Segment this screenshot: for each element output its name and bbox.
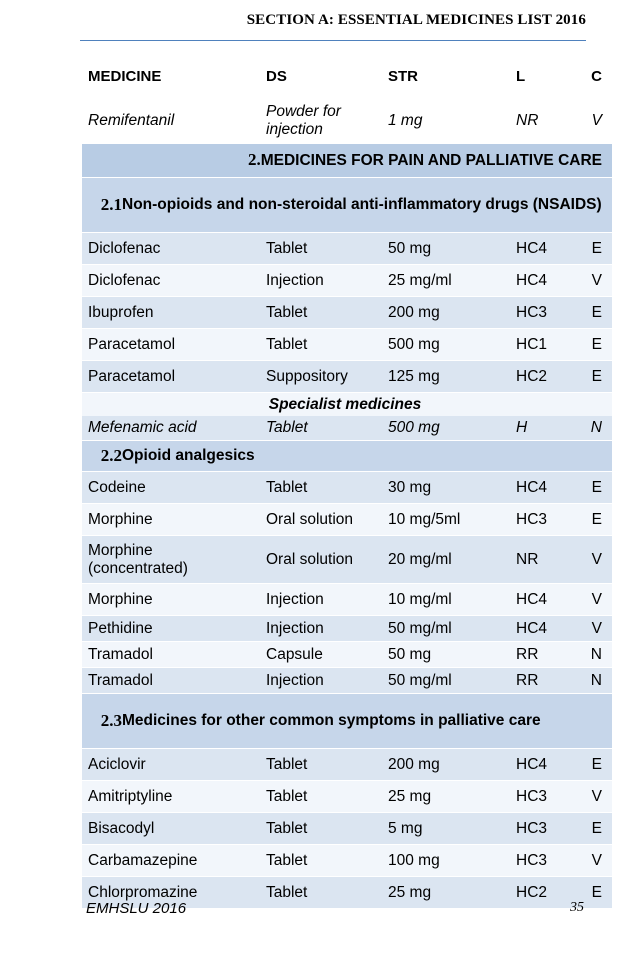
- cell-c: E: [582, 297, 612, 329]
- section-number: 2.: [247, 150, 261, 169]
- cell-str: 25 mg/ml: [382, 265, 510, 297]
- column-header-c: C: [591, 67, 602, 85]
- cell-ds: Injection: [260, 584, 382, 616]
- cell-ds: Tablet: [260, 845, 382, 877]
- cell-l: HC4: [510, 749, 582, 781]
- table-row: [82, 642, 612, 668]
- cell-str: 200 mg: [382, 297, 510, 329]
- specialist-medicines-row: [82, 393, 612, 417]
- cell-l: RR: [510, 668, 582, 694]
- cell-c: V: [582, 616, 612, 642]
- section-heading-row: [82, 144, 612, 178]
- cell-c: V: [582, 265, 612, 297]
- cell-medicine: Chlorpromazine: [82, 877, 260, 909]
- cell-ds: Oral solution: [260, 504, 382, 536]
- cell-medicine: Morphine (concentrated): [82, 536, 260, 584]
- cell-ds: Tablet: [260, 416, 382, 441]
- cell-ds: Injection: [260, 616, 382, 642]
- cell-ds: Oral solution: [260, 536, 382, 584]
- cell-l: HC4: [510, 265, 582, 297]
- page-number: 35: [570, 900, 584, 915]
- cell-c: E: [582, 329, 612, 361]
- subsection-title: Opioid analgesics: [122, 447, 255, 464]
- cell-medicine: Paracetamol: [82, 329, 260, 361]
- cell-c: N: [582, 668, 612, 694]
- cell-str: 200 mg: [382, 749, 510, 781]
- cell-ds: Capsule: [260, 642, 382, 668]
- cell-c: E: [582, 472, 612, 504]
- subsection-number: 2.3: [100, 711, 122, 730]
- section-title: MEDICINES FOR PAIN AND PALLIATIVE CARE: [260, 152, 602, 169]
- cell-c: E: [582, 813, 612, 845]
- cell-str: 25 mg: [382, 877, 510, 909]
- cell-c: E: [582, 877, 612, 909]
- cell-l: HC2: [510, 361, 582, 393]
- header-rule: [80, 40, 586, 41]
- cell-medicine: Bisacodyl: [82, 813, 260, 845]
- cell-ds: Suppository: [260, 361, 382, 393]
- table-row: [82, 845, 612, 877]
- subsection-title: Non-opioids and non-steroidal anti-inflammatory drugs (NSAIDS): [122, 196, 602, 213]
- section-heading: [82, 144, 612, 178]
- cell-str: 50 mg: [382, 642, 510, 668]
- cell-medicine: Diclofenac: [82, 233, 260, 265]
- cell-str: 100 mg: [382, 845, 510, 877]
- table-row: [82, 329, 612, 361]
- cell-str: 500 mg: [382, 416, 510, 441]
- table-row: [82, 504, 612, 536]
- table-row: [82, 584, 612, 616]
- column-header-ds: DS: [266, 67, 287, 85]
- table-row: [82, 97, 612, 144]
- cell-medicine: Paracetamol: [82, 361, 260, 393]
- cell-c: V: [582, 845, 612, 877]
- page-header: SECTION A: ESSENTIAL MEDICINES LIST 2016: [246, 12, 586, 28]
- cell-medicine: Aciclovir: [82, 749, 260, 781]
- cell-ds: Powder for injection: [266, 102, 341, 138]
- cell-ds: Injection: [260, 265, 382, 297]
- cell-ds: Tablet: [260, 329, 382, 361]
- cell-str: 500 mg: [382, 329, 510, 361]
- cell-medicine: Tramadol: [82, 668, 260, 694]
- cell-medicine: Remifentanil: [88, 111, 175, 129]
- table-row: [82, 472, 612, 504]
- cell-str: 50 mg: [382, 233, 510, 265]
- cell-l: NR: [516, 111, 539, 129]
- cell-medicine: Amitriptyline: [82, 781, 260, 813]
- cell-l: HC3: [510, 813, 582, 845]
- cell-c: E: [582, 233, 612, 265]
- subsection-number: 2.2: [100, 446, 122, 465]
- cell-str: 50 mg/ml: [382, 616, 510, 642]
- table-row: [82, 297, 612, 329]
- cell-medicine: Tramadol: [82, 642, 260, 668]
- cell-l: HC4: [510, 233, 582, 265]
- cell-l: HC3: [510, 297, 582, 329]
- cell-l: HC4: [510, 472, 582, 504]
- cell-medicine: Diclofenac: [82, 265, 260, 297]
- cell-str: 1 mg: [388, 111, 423, 129]
- cell-ds: Tablet: [260, 233, 382, 265]
- cell-str: 5 mg: [382, 813, 510, 845]
- cell-l: HC4: [510, 616, 582, 642]
- table-row: [82, 749, 612, 781]
- cell-l: HC3: [510, 845, 582, 877]
- cell-l: RR: [510, 642, 582, 668]
- specialist-medicines-label: Specialist medicines: [268, 395, 422, 413]
- subsection-title: Medicines for other common symptoms in palliative care: [122, 712, 541, 729]
- subsection-heading-row: [82, 694, 612, 749]
- table-header-row: [82, 56, 612, 97]
- table-row: [82, 265, 612, 297]
- cell-l: HC1: [510, 329, 582, 361]
- cell-c: V: [582, 536, 612, 584]
- cell-c: V: [582, 584, 612, 616]
- subsection-heading: [82, 694, 612, 749]
- cell-ds: Tablet: [260, 749, 382, 781]
- column-header-l: L: [516, 67, 526, 85]
- cell-str: 30 mg: [382, 472, 510, 504]
- footer-publisher: EMHSLU 2016: [86, 900, 187, 917]
- cell-str: 10 mg/5ml: [382, 504, 510, 536]
- subsection-heading: [82, 441, 612, 472]
- cell-str: 20 mg/ml: [382, 536, 510, 584]
- cell-str: 25 mg: [382, 781, 510, 813]
- cell-c: V: [582, 781, 612, 813]
- medicines-table: [82, 56, 612, 909]
- table-row: [82, 233, 612, 265]
- cell-str: 10 mg/ml: [382, 584, 510, 616]
- cell-l: HC3: [510, 781, 582, 813]
- cell-medicine: Pethidine: [82, 616, 260, 642]
- cell-l: HC2: [510, 877, 582, 909]
- cell-ds: Injection: [260, 668, 382, 694]
- table-row: [82, 361, 612, 393]
- column-header-str: STR: [388, 67, 418, 85]
- cell-c: E: [582, 749, 612, 781]
- cell-medicine: Mefenamic acid: [82, 416, 260, 441]
- subsection-heading: [82, 178, 612, 233]
- cell-l: NR: [510, 536, 582, 584]
- cell-str: 125 mg: [382, 361, 510, 393]
- cell-str: 50 mg/ml: [382, 668, 510, 694]
- cell-c: N: [582, 642, 612, 668]
- cell-medicine: Morphine: [82, 584, 260, 616]
- cell-medicine: Morphine: [82, 504, 260, 536]
- cell-l: HC3: [510, 504, 582, 536]
- cell-medicine: Codeine: [82, 472, 260, 504]
- cell-medicine: Carbamazepine: [82, 845, 260, 877]
- table-row: [82, 616, 612, 642]
- table-row: [82, 813, 612, 845]
- subsection-number: 2.1: [100, 195, 122, 214]
- cell-c: E: [582, 361, 612, 393]
- cell-c: V: [591, 111, 602, 129]
- cell-l: HC4: [510, 584, 582, 616]
- cell-l: H: [510, 416, 582, 441]
- subsection-heading-row: [82, 441, 612, 472]
- subsection-heading-row: [82, 178, 612, 233]
- table-row: [82, 781, 612, 813]
- column-header-medicine: MEDICINE: [88, 67, 162, 85]
- cell-ds: Tablet: [260, 472, 382, 504]
- table-row: [82, 416, 612, 441]
- cell-medicine: Ibuprofen: [82, 297, 260, 329]
- cell-c: E: [582, 504, 612, 536]
- cell-ds: Tablet: [260, 877, 382, 909]
- cell-ds: Tablet: [260, 297, 382, 329]
- table-row: [82, 668, 612, 694]
- cell-ds: Tablet: [260, 813, 382, 845]
- cell-c: N: [582, 416, 612, 441]
- cell-ds: Tablet: [260, 781, 382, 813]
- table-row: [82, 536, 612, 584]
